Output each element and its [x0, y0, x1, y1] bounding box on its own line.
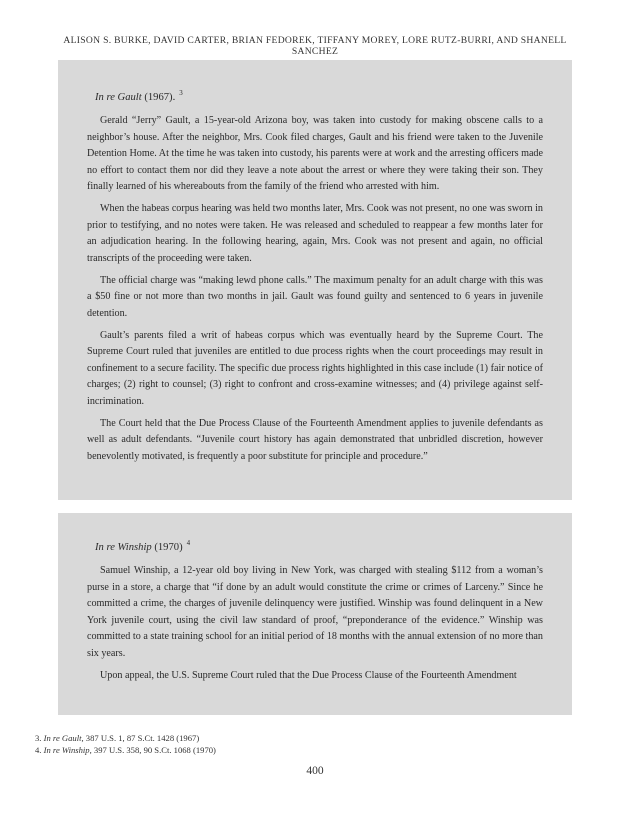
footnote-citation: , 387 U.S. 1, 87 S.Ct. 1428 (1967)	[81, 733, 200, 743]
footnote-case: In re Winship	[43, 745, 90, 755]
footnote-ref: 4	[186, 539, 191, 547]
paragraph: When the habeas corpus hearing was held two months later, Mrs. Cook was not present, no one was sworn in prior to testifying, and no notes were taken. He was released and scheduled to reappear a few months later for an adjudication hearing. In the following hearing, again, Mrs. Cook was not present and again, no official transcripts of the proceeding were taken.	[87, 203, 543, 264]
paragraph: Gault’s parents filed a writ of habeas corpus which was eventually heard by the Supreme Court. The Supreme Court ruled that juveniles are entitled to due process rights when the court proceedings may result in confinement to a secure facility. The specific due process rights highlighted in this case include (1) fair notice of charges; (2) right to counsel; (3) right to confront and cross-examine witnesses; and (4) privilege against self-incrimination.	[87, 329, 543, 407]
running-head-authors: ALISON S. BURKE, DAVID CARTER, BRIAN FEDOREK, TIFFANY MOREY, LORE RUTZ-BURRI, AND SHANELL SANCHEZ	[63, 35, 567, 57]
paragraph: The official charge was “making lewd phone calls.” The maximum penalty for an adult charge with this was a $50 fine or not more than two months in jail. Gault was found guilty and sentenced to 6 years in juvenile detention.	[87, 274, 543, 319]
footnotes	[35, 732, 216, 756]
paragraph: Gerald “Jerry” Gault, a 15-year-old Arizona boy, was taken into custody for making obscene calls to a neighbor’s house. After the neighbor, Mrs. Cook filed charges, Gault and his friend were taken to the Juvenile Detention Home. At the time he was taken into custody, his parents were at work and the arresting officers made no effort to contact them nor did they leave a note about the arrest or where they were taking their son. They finally learned of his whereabouts from the family of the friend who arrested with him.	[87, 115, 543, 192]
paragraph: Upon appeal, the U.S. Supreme Court ruled that the Due Process Clause of the Fourteenth Amendment	[100, 669, 517, 681]
case-year: (1967).	[144, 92, 176, 103]
page-number: 400	[306, 765, 324, 777]
footnote-4	[35, 744, 216, 756]
case-box-winship	[58, 513, 572, 715]
case-name: In re Gault	[95, 92, 142, 103]
footnote-case: In re Gault	[43, 733, 82, 743]
footnote-number: 3.	[35, 733, 42, 743]
footnote-number: 4.	[35, 745, 42, 755]
footnote-ref: 3	[179, 89, 183, 97]
case-year: (1970)	[154, 542, 183, 553]
footnote-3	[35, 732, 216, 744]
paragraph: Samuel Winship, a 12-year old boy living in New York, was charged with stealing $112 from a woman’s purse in a store, a charge that “if done by an adult would constitute the crime or crimes of Larceny.” Since he committed a crime, the charges of juvenile delinquency were justified. Winship was found delinquent in a New York juvenile court, using the civil law standard of proof, “preponderance of the evidence.” Winship was committed to a state training school for an initial period of 18 months with the annual extension of no more than six years.	[87, 565, 543, 659]
case-title-gault	[95, 91, 543, 105]
case-title-winship	[95, 541, 543, 555]
case-name: In re Winship	[95, 542, 152, 553]
footnote-citation: , 397 U.S. 358, 90 S.Ct. 1068 (1970)	[89, 745, 216, 755]
case-box-gault	[58, 60, 572, 500]
paragraph: The Court held that the Due Process Clause of the Fourteenth Amendment applies to juvenile defendants as well as adult defendants. “Juvenile court history has again demonstrated that unbridled discretion, however benevolently motivated, is frequently a poor substitute for principle and procedure.”	[87, 417, 543, 462]
